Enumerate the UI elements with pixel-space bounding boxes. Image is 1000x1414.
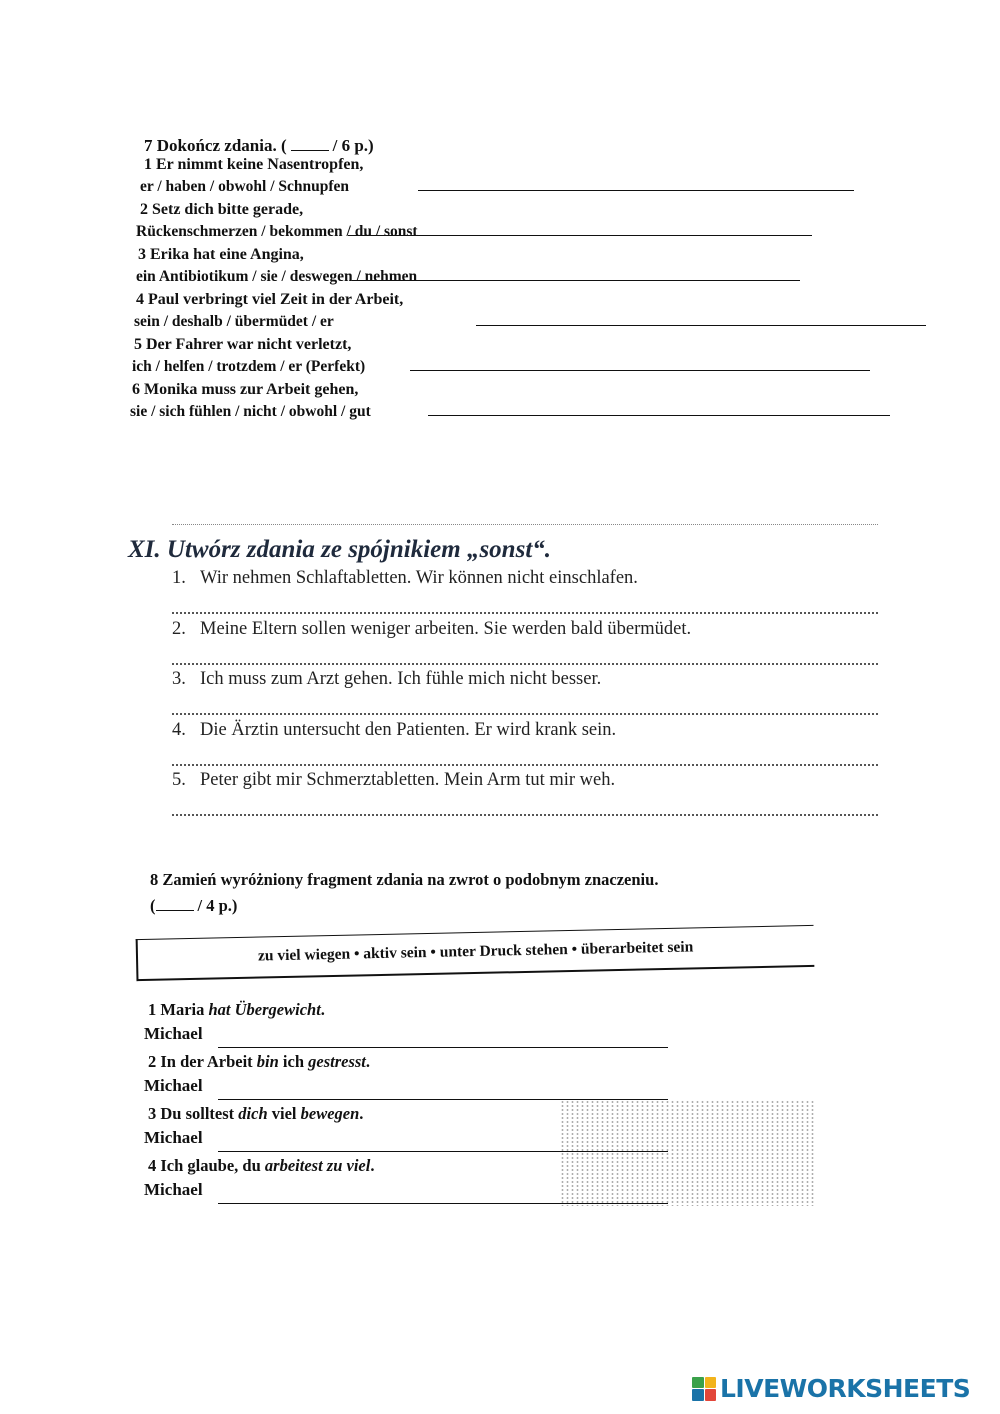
list-item (172, 770, 888, 821)
subject-name: Michael (144, 1076, 203, 1095)
liveworksheets-logo-icon (692, 1377, 716, 1401)
answer-input-7-2[interactable] (348, 216, 812, 234)
item-hint: sie / sich fühlen / nicht / obwohl / gut (130, 403, 371, 420)
answer-input-7-6[interactable] (428, 396, 890, 414)
phrase-list: zu viel wiegen • aktiv sein • unter Druck stehen • überarbeitet sein (257, 938, 694, 965)
item-hint: ich / helfen / trotzdem / er (Perfekt) (132, 358, 366, 375)
exercise-8 (140, 870, 840, 1199)
divider-dotted (172, 524, 878, 525)
list-item (172, 669, 888, 720)
exercise-XI (128, 536, 888, 821)
item-prompt: 2 In der Arbeit bin ich gestresst. (148, 1052, 371, 1071)
answer-input-7-4[interactable] (476, 306, 926, 324)
answer-input-7-5[interactable] (410, 351, 870, 369)
sentence: 1. Wir nehmen Schlaftabletten. Wir können nicht einschlafen. (172, 568, 638, 588)
answer-row (144, 1076, 674, 1096)
answer-dotted-line (172, 693, 878, 715)
sentence: 5. Peter gibt mir Schmerztabletten. Mein Arm tut mir weh. (172, 770, 616, 790)
item-prompt: 2 Setz dich bitte gerade, (140, 201, 304, 218)
answer-row (144, 1024, 674, 1044)
list-item (172, 619, 888, 670)
answer-input-8-2[interactable] (218, 1080, 668, 1098)
logo-square (705, 1389, 717, 1401)
exercise-XI-list (172, 568, 888, 821)
answer-input-7-3[interactable] (352, 261, 800, 279)
subject-name: Michael (144, 1128, 203, 1147)
sentence: 4. Die Ärztin untersucht den Patienten. Er wird krank sein. (172, 719, 617, 740)
answer-dotted-line (172, 592, 878, 614)
answer-line (428, 396, 890, 416)
exercise-7-title: 7 Dokończ zdania. ( / 6 p.) (144, 136, 374, 155)
exercise-8-score: ( / 4 p.) (150, 896, 238, 915)
answer-line (348, 216, 812, 236)
answer-input-8-1[interactable] (218, 1028, 668, 1046)
logo-square (692, 1377, 704, 1389)
item-prompt: 3 Erika hat eine Angina, (138, 246, 304, 263)
answer-line (476, 306, 926, 326)
score-blank (156, 910, 194, 911)
list-item (172, 720, 888, 771)
answer-dotted-line (172, 794, 878, 816)
answer-line (418, 171, 854, 191)
answer-line (352, 261, 800, 281)
exercise-7 (130, 136, 910, 426)
exercise-7-item (130, 201, 910, 246)
item-prompt: 4 Ich glaube, du arbeitest zu viel. (148, 1156, 375, 1175)
answer-input-7-1[interactable] (418, 171, 854, 189)
item-hint: er / haben / obwohl / Schnupfen (140, 178, 350, 195)
liveworksheets-brand (692, 1374, 970, 1403)
exercise-XI-title: XI. Utwórz zdania ze spójnikiem „sonst“. (128, 536, 552, 563)
item-prompt: 4 Paul verbringt viel Zeit in der Arbeit, (136, 291, 404, 308)
subject-name: Michael (144, 1180, 203, 1199)
item-prompt: 1 Maria hat Übergewicht. (148, 1000, 325, 1019)
list-item (140, 1052, 840, 1104)
exercise-8-title: 8 Zamień wyróżniony fragment zdania na zwrot o podobnym znaczeniu. (150, 870, 659, 889)
item-prompt: 6 Monika muss zur Arbeit gehen, (132, 381, 359, 398)
subject-name: Michael (144, 1024, 203, 1043)
answer-input-XI-2[interactable] (172, 643, 878, 663)
exercise-7-item (130, 336, 910, 381)
exercise-7-item (130, 246, 910, 291)
item-prompt: 1 Er nimmt keine Nasentropfen, (144, 156, 364, 173)
sentence: 2. Meine Eltern sollen weniger arbeiten. Sie werden bald übermüdet. (172, 618, 692, 639)
brand-name: LIVEWORKSHEETS (720, 1374, 971, 1403)
exercise-7-item (130, 381, 910, 426)
answer-line (410, 351, 870, 371)
exercise-7-item (130, 156, 910, 201)
item-hint: Rückenschmerzen / bekommen / du / sonst (136, 223, 418, 240)
answer-input-XI-4[interactable] (172, 744, 878, 764)
scan-noise (560, 1100, 815, 1206)
list-item (172, 568, 888, 619)
item-hint: sein / deshalb / übermüdet / er (134, 313, 334, 330)
exercise-7-item (130, 291, 910, 336)
item-prompt: 5 Der Fahrer war nicht verletzt, (134, 336, 352, 353)
logo-square (705, 1377, 717, 1389)
answer-line (218, 1028, 668, 1048)
answer-line (218, 1080, 668, 1100)
logo-square (692, 1389, 704, 1401)
list-item (140, 1000, 840, 1052)
item-hint: ein Antibiotikum / sie / deswegen / nehmen (136, 268, 418, 285)
answer-input-XI-1[interactable] (172, 592, 878, 612)
sentence: 3. Ich muss zum Arzt gehen. Ich fühle mich nicht besser. (172, 669, 602, 689)
answer-dotted-line (172, 744, 878, 766)
answer-input-XI-5[interactable] (172, 794, 878, 814)
answer-input-XI-3[interactable] (172, 693, 878, 713)
item-prompt: 3 Du solltest dich viel bewegen. (148, 1104, 364, 1123)
answer-dotted-line (172, 643, 878, 665)
score-blank (291, 150, 329, 151)
phrase-box (136, 925, 815, 981)
